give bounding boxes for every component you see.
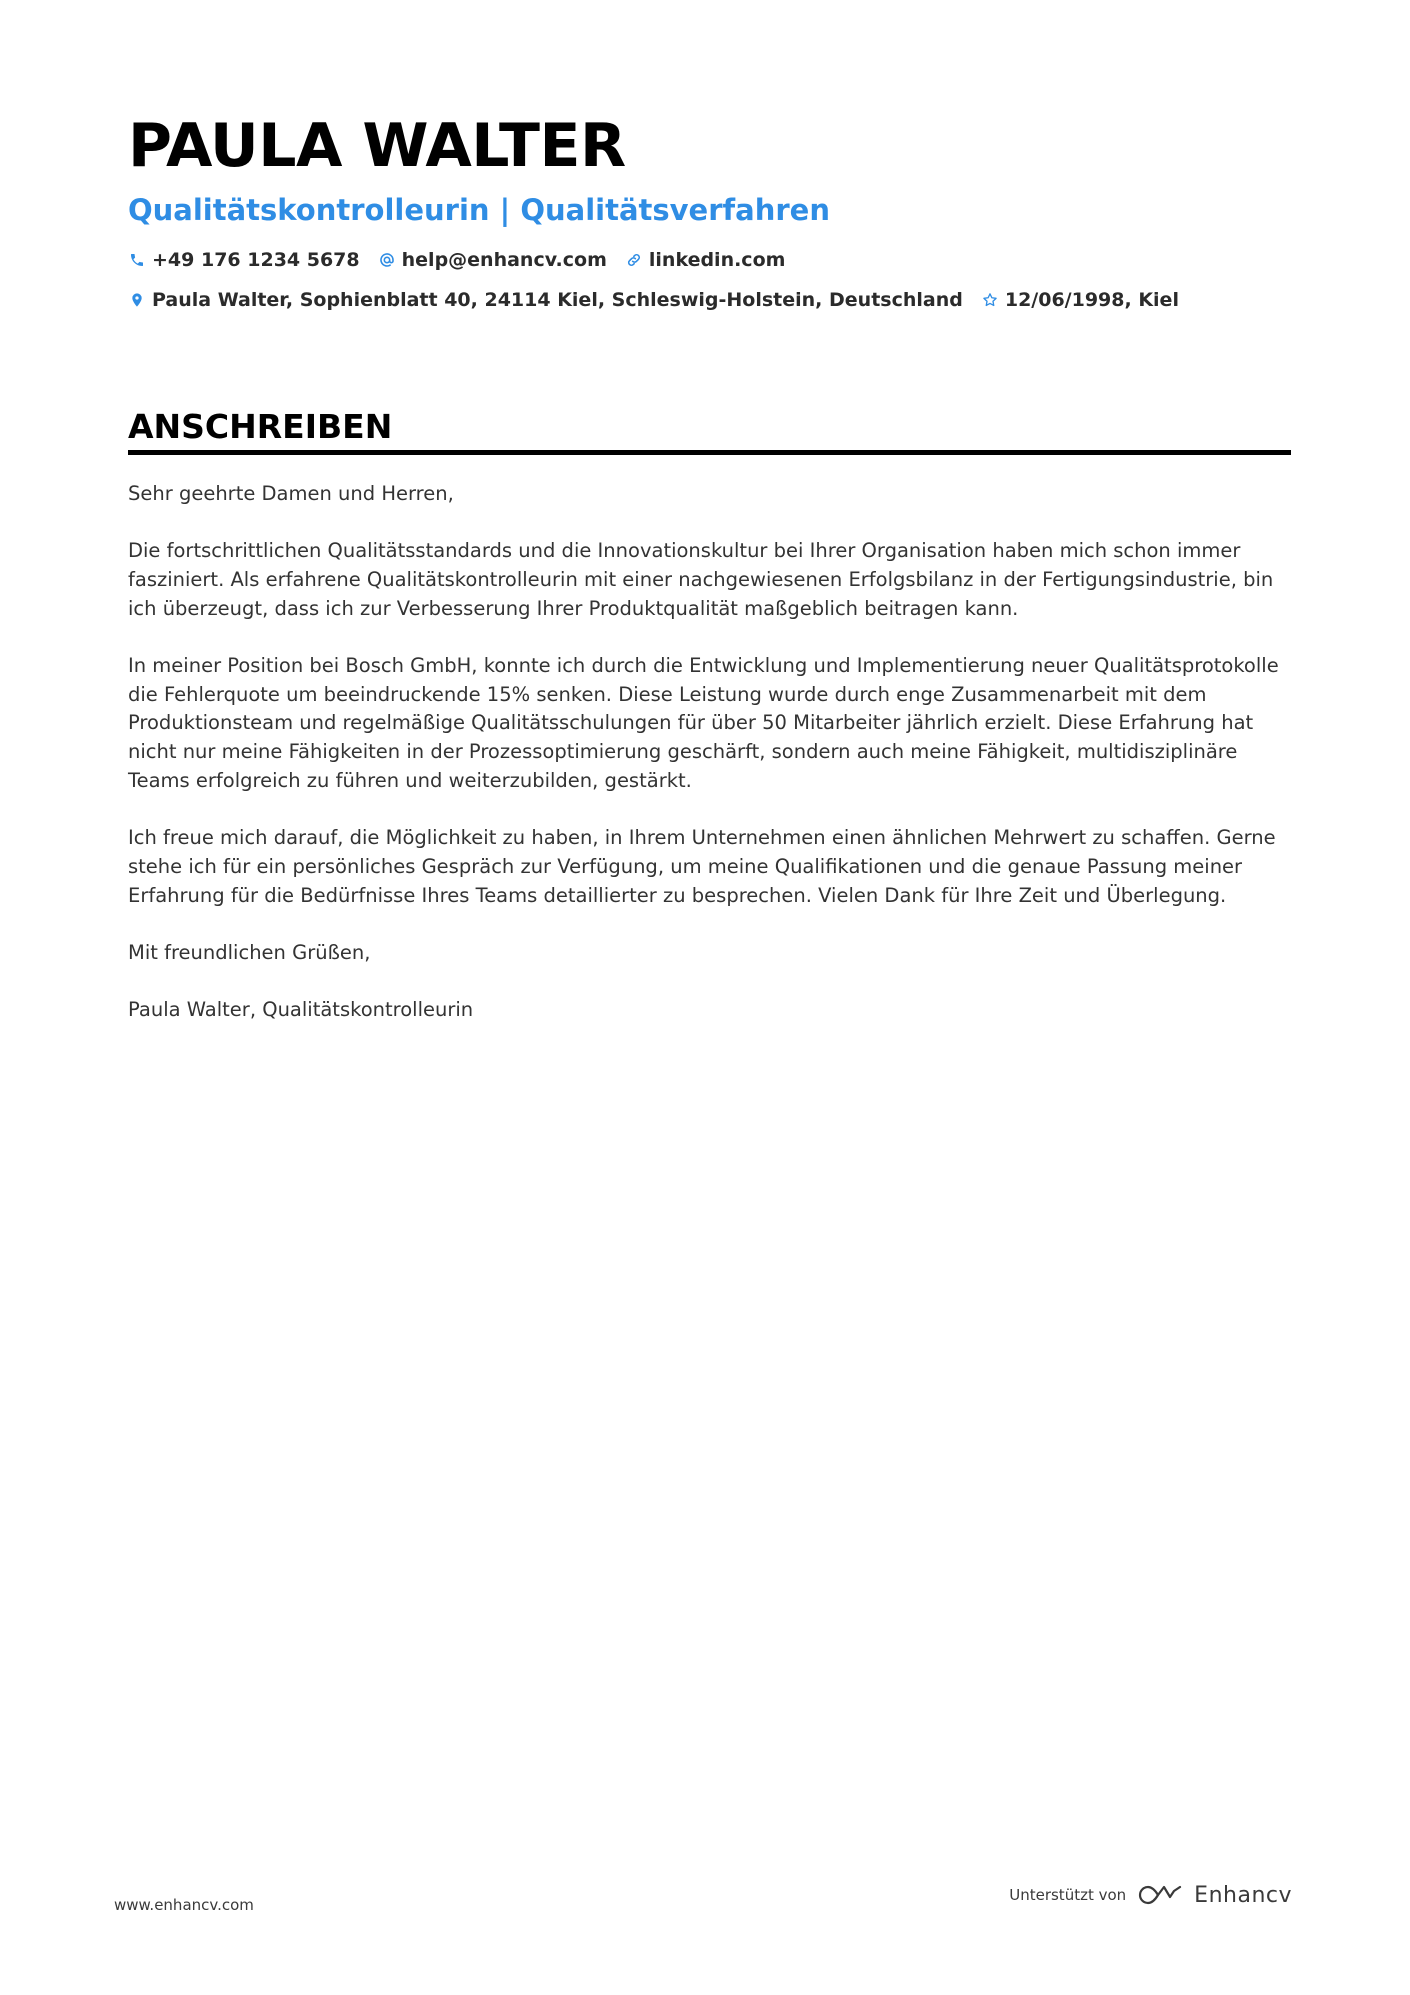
contact-row-2 xyxy=(128,280,1292,320)
letter-body xyxy=(128,480,1292,1053)
closing: Mit freundlichen Grüßen, xyxy=(128,940,371,964)
signature: Paula Walter, Qualitätskontrolleurin xyxy=(128,998,474,1022)
contact-linkedin[interactable] xyxy=(625,249,786,271)
paragraph-2: In meiner Position bei Bosch GmbH, konnte ich durch die Entwicklung und Implementierung neuer Qualitätsprotokolle die Fehlerquote um beeindruckende 15% senken. Diese Leistung wurde durch enge Zusammenarbeit mit dem Produktionsteam und regelmäßige Qualitätsschulungen für über 50 Mitarbeiter jährlich erzielt. Diese Erfahrung hat nicht nur meine Fähigkeiten in der Prozessoptimierung geschärft, sondern auch meine Fähigkeit, multidisziplinäre Teams erfolgreich zu führen und weiterzubilden, gestärkt. xyxy=(128,654,1279,792)
powered-by-label: Unterstützt von xyxy=(1009,1886,1127,1904)
job-title: Qualitätskontrolleurin | Qualitätsverfahren xyxy=(128,193,830,227)
contact-birth xyxy=(981,289,1179,311)
paragraph-1: Die fortschrittlichen Qualitätsstandards und die Innovationskultur bei Ihrer Organisation haben mich schon immer fasziniert. Als erfahrene Qualitätskontrolleurin mit einer nachgewiesenen Erfolgsbilanz in der Fertigungsindustrie, bin ich überzeugt, dass ich zur Verbesserung Ihrer Produktqualität maßgeblich beitragen kann. xyxy=(128,539,1274,620)
email-text[interactable]: help@enhancv.com xyxy=(401,249,607,271)
contact-address xyxy=(128,289,963,311)
footer-branding xyxy=(1009,1882,1292,1908)
link-icon xyxy=(625,251,643,269)
cover-letter-section xyxy=(128,404,1291,455)
header xyxy=(128,108,1292,320)
paragraph-3: Ich freue mich darauf, die Möglichkeit zu haben, in Ihrem Unternehmen einen ähnlichen Mehrwert zu schaffen. Gerne stehe ich für ein persönliches Gespräch zur Verfügung, um meine Qualifikationen und die genaue Passung meiner Erfahrung für die Bedürfnisse Ihres Teams detaillierter zu besprechen. Vielen Dank für Ihre Zeit und Überlegung. xyxy=(128,826,1276,907)
section-title: ANSCHREIBEN xyxy=(128,407,393,446)
contact-row-1 xyxy=(128,240,1292,280)
contact-email[interactable] xyxy=(378,249,607,271)
at-icon xyxy=(378,251,396,269)
birth-text: 12/06/1998, Kiel xyxy=(1004,289,1179,311)
star-icon xyxy=(981,291,999,309)
applicant-name: PAULA WALTER xyxy=(128,111,626,181)
contact-phone xyxy=(128,249,360,271)
address-text: Paula Walter, Sophienblatt 40, 24114 Kiel, Schleswig-Holstein, Deutschland xyxy=(152,289,963,311)
phone-text: +49 176 1234 5678 xyxy=(152,249,360,271)
enhancv-logo-icon xyxy=(1138,1882,1184,1908)
footer-website[interactable]: www.enhancv.com xyxy=(114,1896,254,1914)
salutation: Sehr geehrte Damen und Herren, xyxy=(128,482,454,505)
section-divider xyxy=(128,450,1291,455)
location-pin-icon xyxy=(128,291,146,309)
brand-name: Enhancv xyxy=(1194,1882,1292,1908)
enhancv-logo[interactable] xyxy=(1138,1882,1292,1908)
linkedin-text[interactable]: linkedin.com xyxy=(648,249,786,271)
phone-icon xyxy=(128,251,146,269)
